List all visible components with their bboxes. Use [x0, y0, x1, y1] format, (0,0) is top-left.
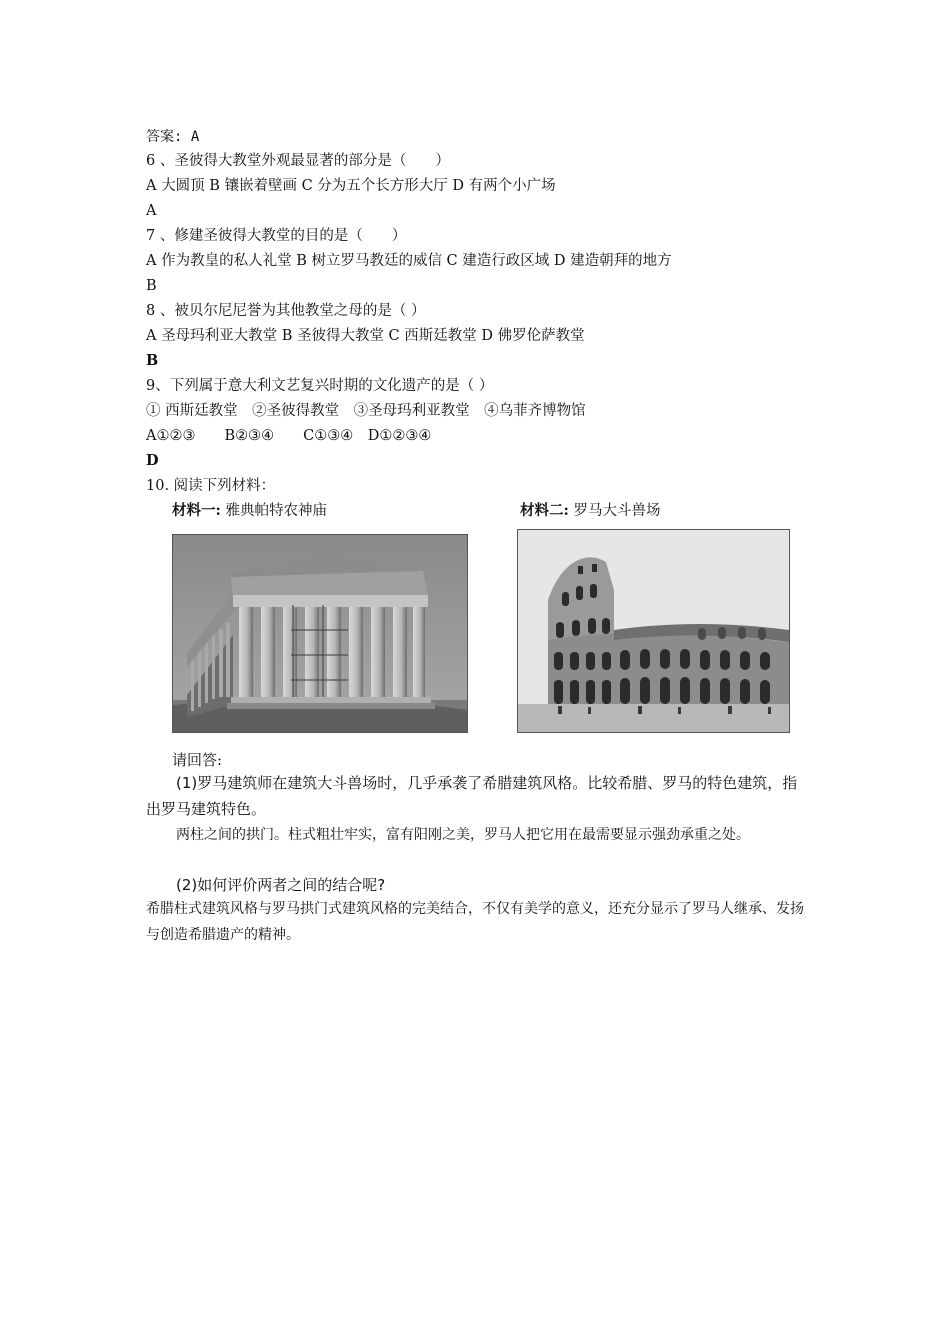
material-2-label: 材料二: — [520, 502, 569, 519]
question-6-options: A 大圆顶 B 镶嵌着壁画 C 分为五个长方形大厅 D 有两个小广场 — [146, 178, 556, 194]
answer-8: B — [146, 352, 159, 369]
question-7-options: A 作为教皇的私人礼堂 B 树立罗马教廷的威信 C 建造行政区域 D 建造朝拜的地方 — [146, 253, 672, 269]
material-2-name: 罗马大斗兽场 — [573, 503, 661, 519]
question-6: 6 、圣彼得大教堂外观最显著的部分是（ ） — [146, 153, 450, 169]
parthenon-photo — [172, 534, 468, 733]
colosseum-photo — [517, 529, 790, 733]
question-7: 7 、修建圣彼得大教堂的目的是（ ） — [146, 228, 407, 244]
prompt-text: 请回答: — [172, 751, 223, 769]
answer-9: D — [146, 452, 159, 469]
question-9-options: A①②③ B②③④ C①③④ D①②③④ — [146, 428, 432, 444]
answer-line-5: 答案: A — [146, 129, 200, 145]
material-1-name: 雅典帕特农神庙 — [225, 503, 327, 519]
question-10-1: (1)罗马建筑师在建筑大斗兽场时，几乎承袭了希腊建筑风格。比较希腊、罗马的特色建筑，指出罗马建筑特色。 — [146, 774, 798, 818]
answer-10-1: 两柱之间的拱门。柱式粗壮牢实，富有阳刚之美，罗马人把它用在最需要显示强劲承重之处。 — [176, 827, 750, 843]
material-1-caption — [172, 501, 327, 521]
material-2-caption — [520, 501, 660, 521]
question-8-options: A 圣母玛利亚大教堂 B 圣彼得大教堂 C 西斯廷教堂 D 佛罗伦萨教堂 — [146, 328, 585, 344]
question-8: 8 、被贝尔尼尼誉为其他教堂之母的是（ ） — [146, 303, 426, 319]
material-1-label: 材料一: — [172, 502, 221, 519]
question-10: 10. 阅读下列材料： — [146, 478, 276, 494]
question-9: 9、下列属于意大利文艺复兴时期的文化遗产的是（ ） — [146, 378, 494, 394]
question-10-2: (2)如何评价两者之间的结合呢? — [176, 876, 386, 894]
answer-7: B — [146, 278, 157, 294]
question-9-items: ① 西斯廷教堂 ②圣彼得教堂 ③圣母玛利亚教堂 ④乌菲齐博物馆 — [146, 403, 586, 419]
answer-6: A — [146, 203, 157, 219]
answer-10-2: 希腊柱式建筑风格与罗马拱门式建筑风格的完美结合，不仅有美学的意义，还充分显示了罗马人继承、发扬与创造希腊遗产的精神。 — [146, 901, 804, 943]
